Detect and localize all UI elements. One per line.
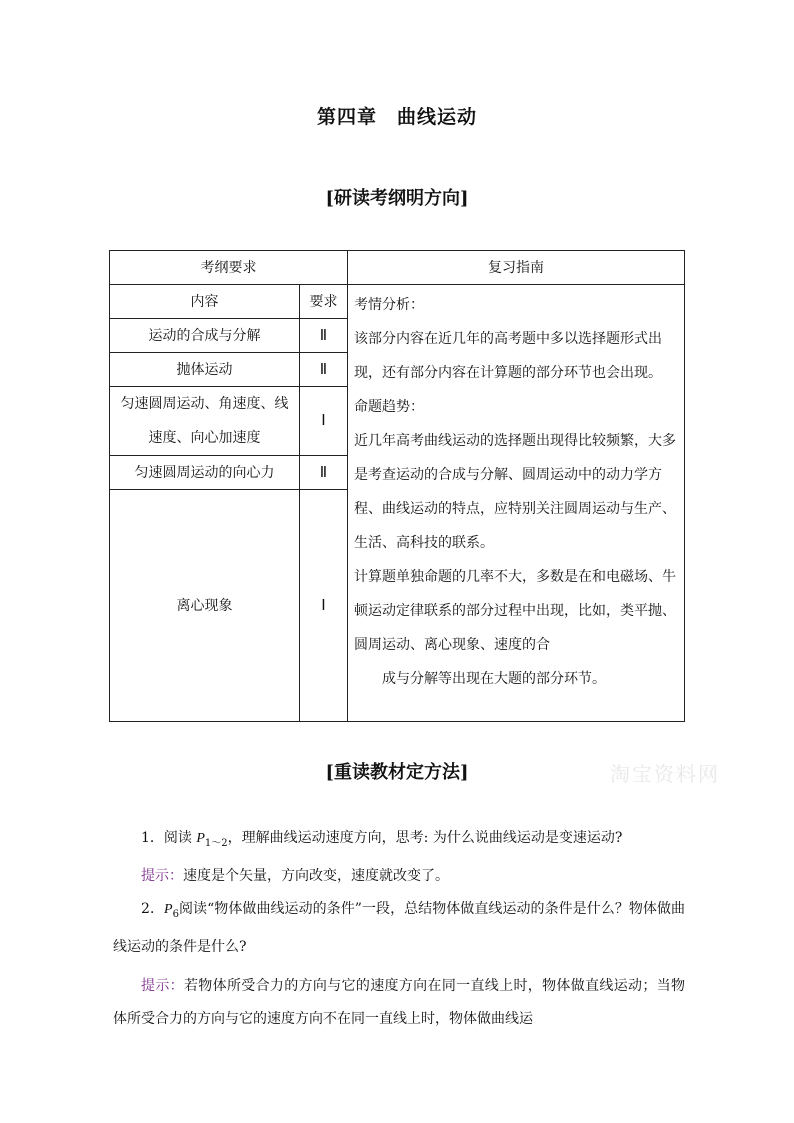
page-ref-sub: 6 [172,908,179,920]
table-header-row [110,251,685,285]
row-req: Ⅱ [300,456,348,490]
hint-1-text: 速度是个矢量，方向改变，速度就改变了。 [183,867,449,884]
question-2-text: 阅读“物体做曲线运动的条件”一段，总结物体做直线运动的条件是什么？物体做曲线运动的条件是什么? [113,900,685,955]
hint-2-text: 若物体所受合力的方向与它的速度方向在同一直线上时，物体做直线运动；当物体所受合力的方向与它的速度方向不在同一直线上时，物体做曲线运 [113,977,686,1027]
hint-1 [113,860,685,893]
hint-label: 提示： [141,867,183,884]
question-2 [113,893,685,964]
question-1-prefix: 1．阅读 [141,830,197,846]
analysis-label: 考情分析： [354,297,424,313]
outline-table [109,250,685,722]
col-content-header: 内容 [110,285,300,319]
row-req: Ⅰ [300,387,348,456]
page-ref: P [164,901,173,917]
trend-text-2: 计算题单独命题的几率不大，多数是在和电磁场、牛顿运动定律联系的部分过程中出现，比如，类平抛、圆周运动、离心现象、速度的合 [354,569,676,653]
review-guide-cell [348,285,685,722]
row-req: Ⅱ [300,353,348,387]
row-content: 离心现象 [110,490,300,722]
analysis-text: 该部分内容在近几年的高考题中多以选择题形式出现，还有部分内容在计算题的部分环节也会出现。 [354,331,662,381]
row-content: 匀速圆周运动、角速度、线速度、向心加速度 [110,387,300,456]
section-title-textbook: [重读教材定方法] [325,762,469,783]
trend-text-1: 近几年高考曲线运动的选择题出现得比较频繁，大多是考查运动的合成与分解、圆周运动中的动力学方程、曲线运动的特点，应特别关注圆周运动与生产、生活、高科技的联系。 [354,433,676,551]
header-outline-requirements: 考纲要求 [110,251,348,285]
hint-2 [113,970,685,1036]
trend-label: 命题趋势： [354,399,424,415]
trend-text-3: 成与分解等出现在大题的部分环节。 [382,671,606,687]
section-title-outline: [研读考纲明方向] [325,188,469,209]
page-ref: P [196,831,205,846]
row-req: Ⅱ [300,319,348,353]
table-subheader-row [110,285,685,319]
row-req: Ⅰ [300,490,348,722]
question-block [113,822,685,1036]
row-content: 运动的合成与分解 [110,319,300,353]
page-ref-sub: 1～2 [204,837,228,849]
question-2-prefix: 2． [141,900,165,917]
question-1 [113,822,685,860]
watermark: 淘宝资料网 [610,762,720,786]
chapter-title: 第四章 曲线运动 [316,106,477,128]
question-1-text: ，理解曲线运动速度方向，思考: 为什么说曲线运动是变速运动? [227,830,623,846]
hint-label: 提示： [141,977,184,994]
header-review-guide: 复习指南 [348,251,685,285]
col-req-header: 要求 [300,285,348,319]
row-content: 匀速圆周运动的向心力 [110,456,300,490]
row-content: 抛体运动 [110,353,300,387]
